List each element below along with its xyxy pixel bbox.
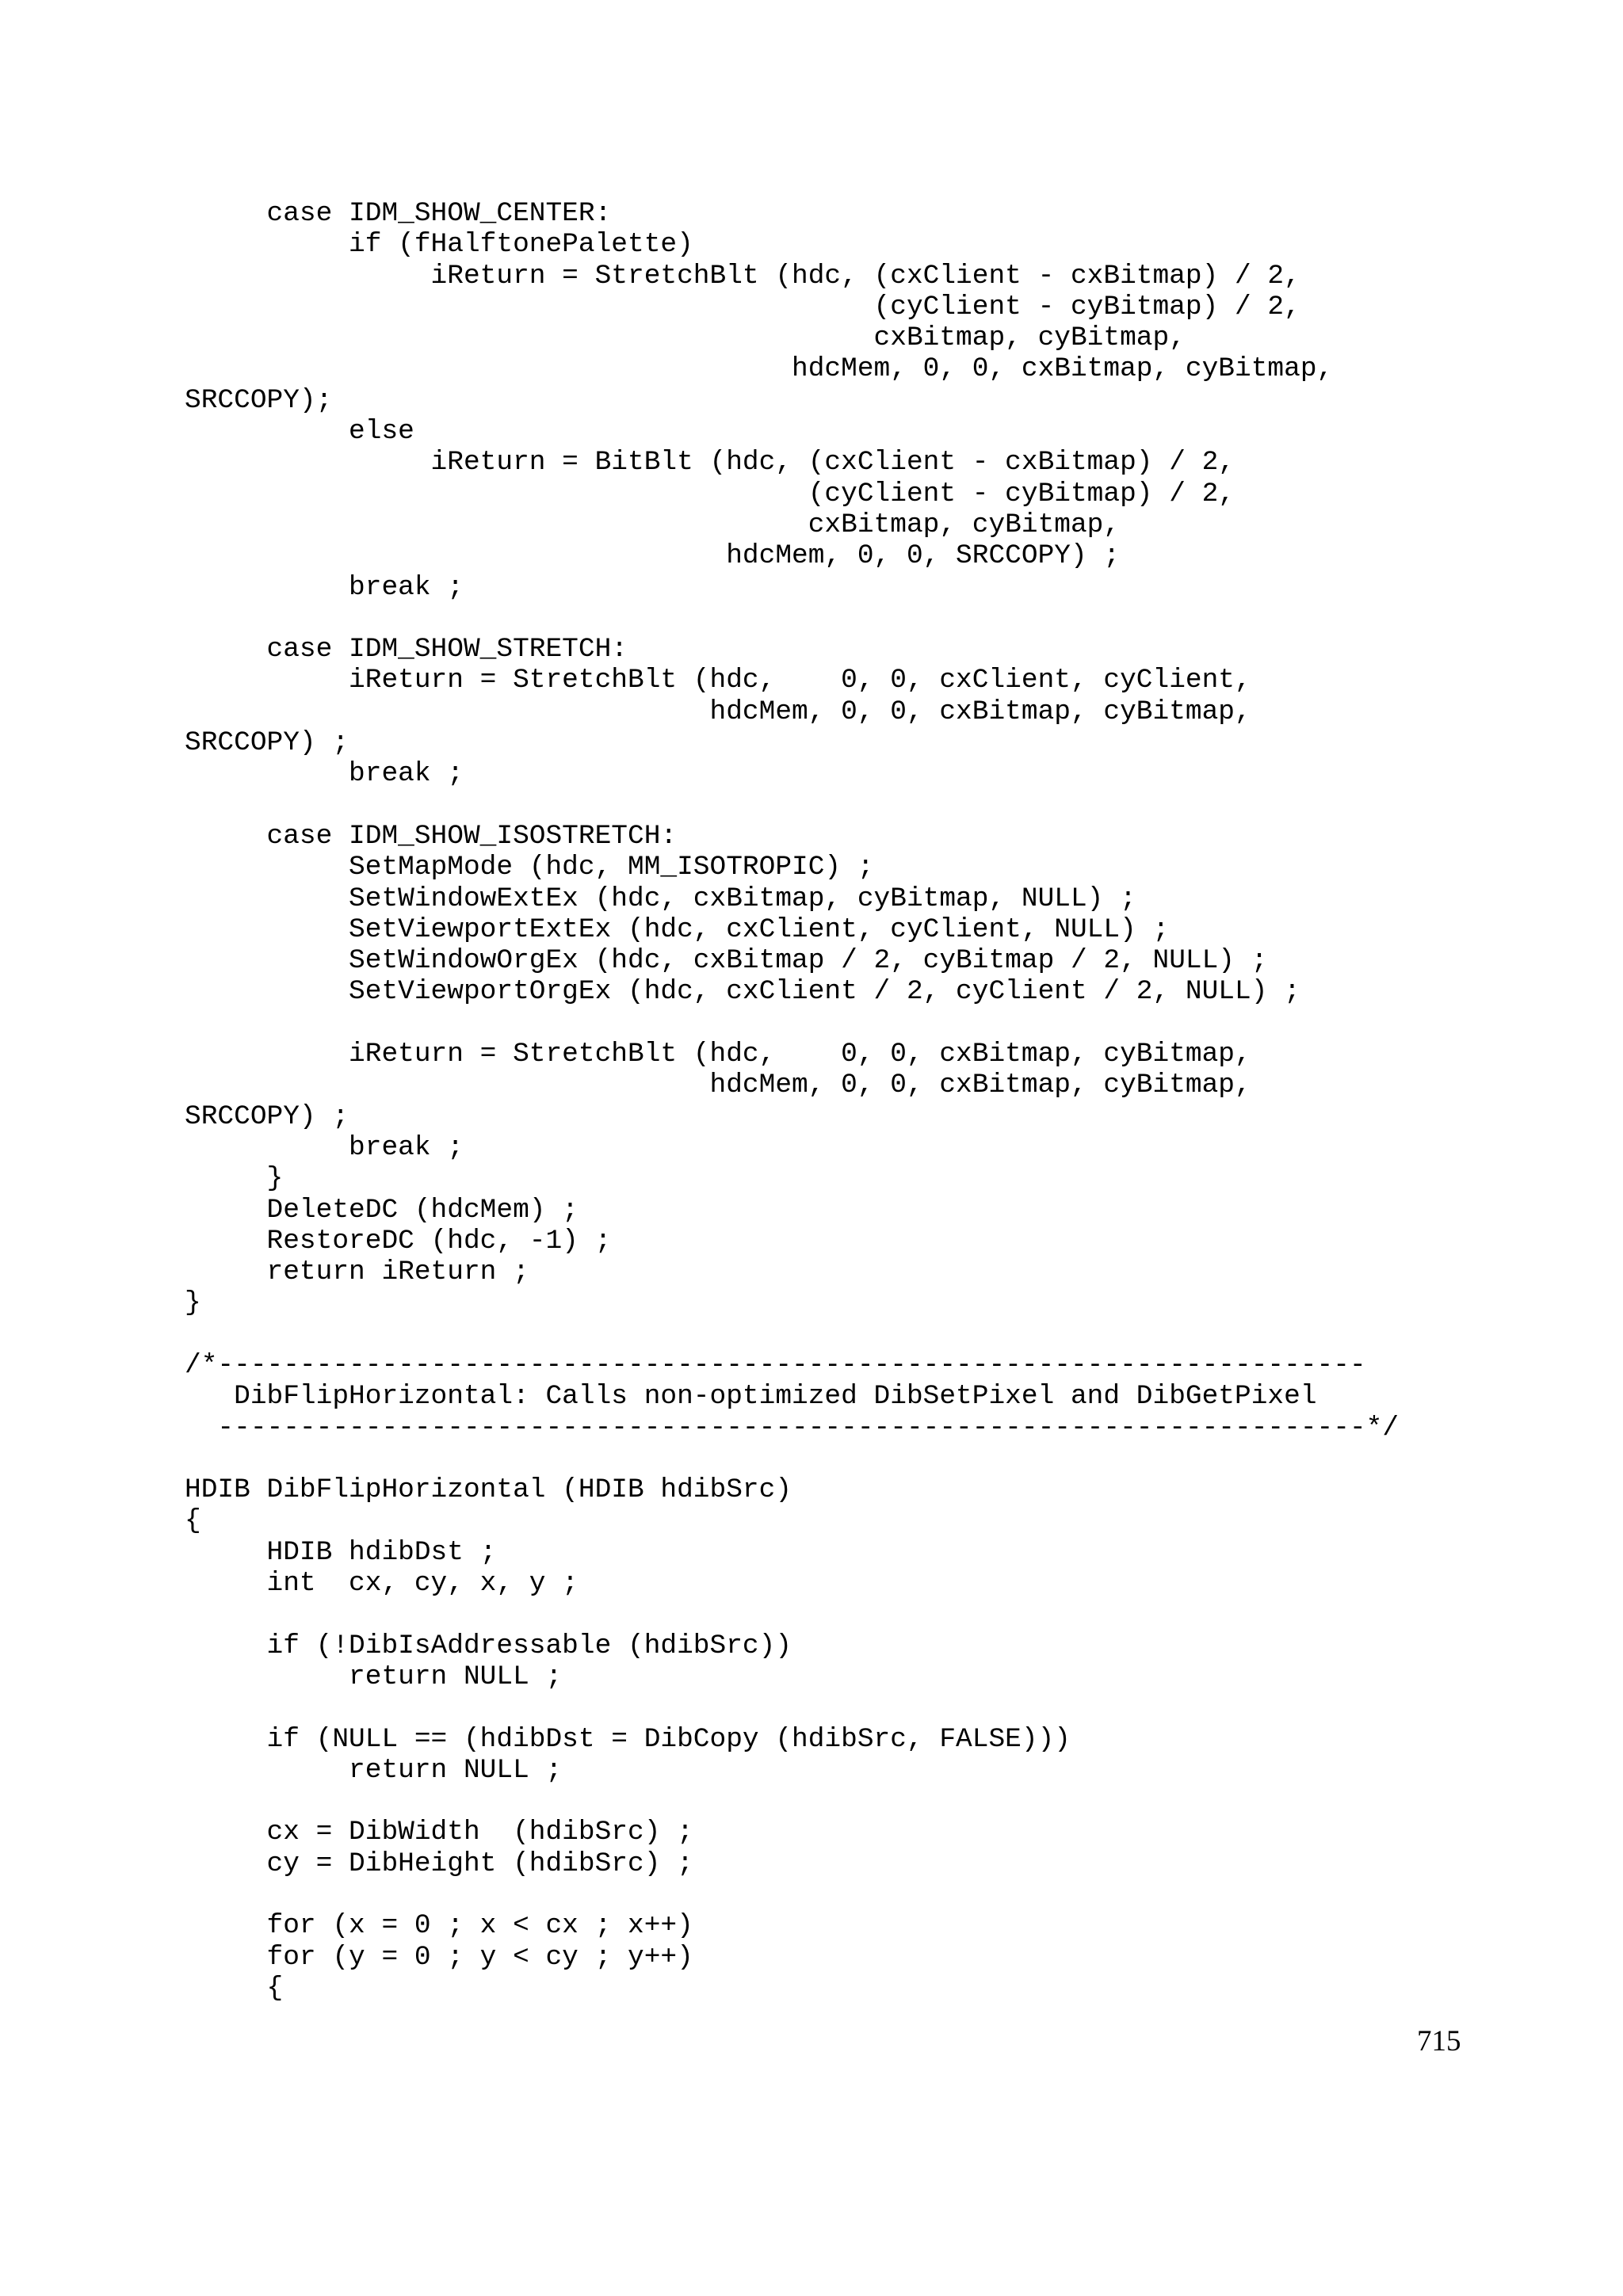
code-line: DibFlipHorizontal: Calls non-optimized DibSetPixel and DibGetPixel xyxy=(185,1381,1317,1413)
code-line: SetMapMode (hdc, MM_ISOTROPIC) ; xyxy=(185,852,874,883)
code-line: SetWindowExtEx (hdc, cxBitmap, cyBitmap, NULL) ; xyxy=(185,883,1136,914)
code-line: case IDM_SHOW_ISOSTRETCH: xyxy=(185,820,678,852)
code-line: int cx, cy, x, y ; xyxy=(185,1568,579,1600)
code-line: iReturn = StretchBlt (hdc, 0, 0, cxClient, cyClient, xyxy=(185,665,1251,696)
code-line: iReturn = StretchBlt (hdc, 0, 0, cxBitmap, cyBitmap, xyxy=(185,1039,1251,1070)
code-line: hdcMem, 0, 0, cxBitmap, cyBitmap, xyxy=(185,353,1334,385)
code-line: hdcMem, 0, 0, cxBitmap, cyBitmap, xyxy=(185,1070,1251,1101)
code-line xyxy=(185,1879,1399,1910)
code-line: } xyxy=(185,1287,201,1319)
code-line xyxy=(185,1444,1399,1474)
code-line: { xyxy=(185,1505,201,1537)
code-line: break ; xyxy=(185,1131,464,1163)
code-line xyxy=(185,790,1399,821)
code-line: } xyxy=(185,1163,284,1195)
code-line: (cyClient - cyBitmap) / 2, xyxy=(185,478,1235,509)
code-line: return NULL ; xyxy=(185,1661,563,1692)
code-line: DeleteDC (hdcMem) ; xyxy=(185,1194,579,1226)
code-line xyxy=(185,1599,1399,1630)
code-line: cx = DibWidth (hdibSrc) ; xyxy=(185,1817,693,1848)
code-line: iReturn = StretchBlt (hdc, (cxClient - cxBitmap) / 2, xyxy=(185,260,1300,292)
code-line xyxy=(185,603,1399,634)
code-line xyxy=(185,1786,1399,1817)
code-line: SetWindowOrgEx (hdc, cxBitmap / 2, cyBitmap / 2, NULL) ; xyxy=(185,945,1268,977)
code-line xyxy=(185,1008,1399,1039)
page-number: 715 xyxy=(1417,2025,1461,2058)
code-line: SRCCOPY) ; xyxy=(185,1100,349,1132)
code-line: return iReturn ; xyxy=(185,1257,529,1288)
code-line: else xyxy=(185,416,414,448)
code-line: hdcMem, 0, 0, cxBitmap, cyBitmap, xyxy=(185,696,1251,727)
code-line xyxy=(185,1692,1399,1723)
code-line: ----------------------------------------------------------------------*/ xyxy=(185,1412,1400,1444)
code-line: case IDM_SHOW_CENTER: xyxy=(185,198,612,229)
code-line: RestoreDC (hdc, -1) ; xyxy=(185,1225,612,1257)
code-line: cxBitmap, cyBitmap, xyxy=(185,509,1121,540)
code-line: cxBitmap, cyBitmap, xyxy=(185,322,1186,354)
code-line: { xyxy=(185,1972,284,2004)
code-line: SetViewportExtEx (hdc, cxClient, cyClient, NULL) ; xyxy=(185,913,1170,945)
code-line: for (x = 0 ; x < cx ; x++) xyxy=(185,1910,693,1942)
code-line: SRCCOPY) ; xyxy=(185,727,349,759)
code-line: cy = DibHeight (hdibSrc) ; xyxy=(185,1848,693,1879)
code-line: if (!DibIsAddressable (hdibSrc)) xyxy=(185,1630,792,1661)
code-line: if (fHalftonePalette) xyxy=(185,229,693,261)
code-line: hdcMem, 0, 0, SRCCOPY) ; xyxy=(185,540,1121,572)
code-line: HDIB hdibDst ; xyxy=(185,1536,497,1568)
code-line: /*---------------------------------------------------------------------- xyxy=(185,1349,1366,1381)
code-line: HDIB DibFlipHorizontal (HDIB hdibSrc) xyxy=(185,1474,792,1506)
code-line: SetViewportOrgEx (hdc, cxClient / 2, cyClient / 2, NULL) ; xyxy=(185,976,1300,1008)
code-line: (cyClient - cyBitmap) / 2, xyxy=(185,291,1300,322)
code-line: return NULL ; xyxy=(185,1754,563,1786)
code-line: for (y = 0 ; y < cy ; y++) xyxy=(185,1941,693,1973)
code-line: SRCCOPY); xyxy=(185,384,333,416)
code-line: iReturn = BitBlt (hdc, (cxClient - cxBitmap) / 2, xyxy=(185,447,1235,479)
code-listing xyxy=(185,198,1399,2004)
code-line: case IDM_SHOW_STRETCH: xyxy=(185,634,628,666)
code-line: if (NULL == (hdibDst = DibCopy (hdibSrc, FALSE))) xyxy=(185,1723,1071,1755)
code-line: break ; xyxy=(185,758,464,790)
code-line xyxy=(185,1319,1399,1350)
code-line: break ; xyxy=(185,571,464,603)
